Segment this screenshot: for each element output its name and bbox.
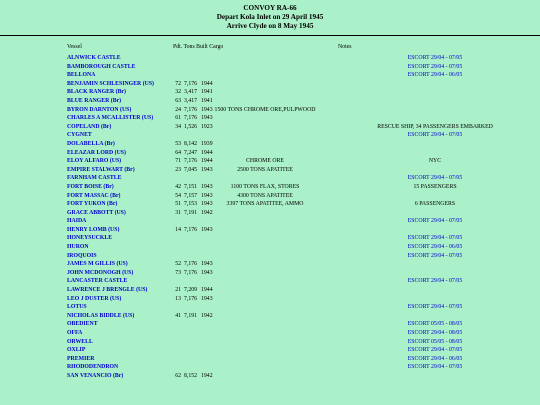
tonnage: 7,209	[184, 287, 198, 294]
pdt-number: 73	[175, 269, 181, 276]
header-divider	[0, 35, 540, 36]
vessel-name[interactable]: JAMES M GILLIS (US)	[67, 261, 128, 268]
tonnage: 7,176	[184, 106, 198, 113]
built-year: 1943	[201, 261, 213, 268]
tonnage: 7,045	[184, 166, 198, 173]
pdt-number: 63	[175, 97, 181, 104]
convoy-title: CONVOY RA-66	[243, 4, 297, 12]
tonnage: 7,153	[184, 201, 198, 208]
notes-text: ESCORT 05/05 - 08/05	[407, 321, 463, 328]
cargo-text: 4300 TONS APATITEE	[237, 192, 293, 199]
vessel-name[interactable]: RHODODENDRON	[67, 364, 119, 371]
vessel-name[interactable]: DOLABELLA (Br)	[67, 140, 115, 147]
vessel-name[interactable]: CHARLES A MCALLISTER (US)	[67, 115, 154, 122]
table-row	[0, 372, 540, 381]
vessel-name[interactable]: LAWRENCE J BRENGLE (US)	[67, 287, 148, 294]
vessel-name[interactable]: OXLIP	[67, 347, 86, 354]
tonnage: 7,191	[184, 209, 198, 216]
table-row	[0, 286, 540, 295]
pdt-number: 13	[175, 295, 181, 302]
vessel-name[interactable]: ELOY ALFARO (US)	[67, 158, 122, 165]
table-row	[0, 114, 540, 123]
built-year: 1939	[201, 140, 213, 147]
pdt-number: 34	[175, 123, 181, 130]
vessel-name[interactable]: GRACE ABBOTT (US)	[67, 209, 126, 216]
notes-text: ESCORT 29/04 - 06/05	[407, 355, 463, 362]
built-year: 1943	[201, 115, 213, 122]
arrive-line: Arrive Clyde on 8 May 1945	[226, 22, 314, 30]
table-row	[0, 346, 540, 355]
pdt-number: 71	[175, 158, 181, 165]
notes-text: ESCORT 29/04 - 07/05	[407, 347, 463, 354]
vessel-name[interactable]: HONEYSUCKLE	[67, 235, 113, 242]
table-row	[0, 320, 540, 329]
column-header-pdt-tons-built-cargo: Pdt. Tons Built Cargo	[173, 44, 224, 50]
vessel-name[interactable]: BLUE RANGER (Br)	[67, 97, 122, 104]
vessel-name[interactable]: COPELAND (Br)	[67, 123, 112, 130]
tonnage: 7,176	[184, 295, 198, 302]
table-row	[0, 338, 540, 347]
tonnage: 7,176	[184, 80, 198, 87]
vessel-name[interactable]: FORT YUKON (Br)	[67, 201, 118, 208]
table-row	[0, 106, 540, 115]
tonnage: 7,176	[184, 269, 198, 276]
notes-text: ESCORT 29/04 - 07/05	[407, 218, 463, 225]
table-row	[0, 329, 540, 338]
cargo-text: 3397 TONS APATITEE, AMMO	[226, 201, 304, 208]
vessel-name[interactable]: BAMBOROUGH CASTLE	[67, 63, 136, 70]
built-year: 1942	[201, 372, 213, 379]
vessel-name[interactable]: ALNWICK CASTLE	[67, 55, 121, 61]
table-row	[0, 54, 540, 63]
depart-line: Depart Kola Inlet on 29 April 1945	[216, 13, 324, 21]
notes-text: ESCORT 29/04 - 06/05	[407, 72, 463, 79]
pdt-number: 41	[175, 312, 181, 319]
table-row	[0, 166, 540, 175]
table-row	[0, 269, 540, 278]
vessel-name[interactable]: BELLONA	[67, 72, 96, 79]
pdt-number: 64	[175, 149, 181, 156]
pdt-number: 72	[175, 80, 181, 87]
vessel-name[interactable]: HENRY LOMB (US)	[67, 226, 120, 233]
built-year: 1944	[201, 287, 213, 294]
pdt-number: 23	[175, 166, 181, 173]
notes-text: ESCORT 05/05 - 08/05	[407, 338, 463, 345]
built-year: 1941	[201, 89, 213, 96]
cargo-text: 1500 TONS CHROME ORE,PULPWOOD	[214, 106, 316, 113]
pdt-number: 62	[175, 372, 181, 379]
vessel-name[interactable]: HAIDA	[67, 218, 87, 225]
built-year: 1942	[201, 312, 213, 319]
built-year: 1943	[201, 201, 213, 208]
notes-text: RESCUE SHIP, 34 PASSENGERS EMBARKED	[377, 123, 493, 130]
built-year: 1923	[201, 123, 213, 130]
notes-text: ESCORT 29/04 - 08/05	[407, 330, 463, 336]
table-row	[0, 260, 540, 269]
pdt-number: 24	[175, 106, 181, 113]
vessel-name[interactable]: LOTUS	[67, 304, 87, 311]
notes-text: ESCORT 29/04 - 07/05	[407, 132, 463, 139]
table-row	[0, 123, 540, 132]
table-row	[0, 252, 540, 261]
table-row	[0, 200, 540, 209]
tonnage: 7,247	[184, 149, 198, 156]
built-year: 1943	[201, 295, 213, 302]
notes-text: ESCORT 29/04 - 06/05	[407, 244, 463, 251]
table-row	[0, 217, 540, 226]
notes-text: ESCORT 29/04 - 07/05	[407, 278, 463, 285]
pdt-number: 31	[175, 209, 181, 216]
tonnage: 3,417	[184, 89, 198, 96]
pdt-number: 54	[175, 192, 181, 199]
table-row	[0, 209, 540, 218]
tonnage: 1,526	[184, 123, 198, 130]
tonnage: 7,157	[184, 192, 198, 199]
vessel-name[interactable]: LEO J DUSTER (US)	[67, 295, 122, 302]
tonnage: 7,176	[184, 226, 198, 233]
table-row	[0, 71, 540, 80]
notes-text: NYC	[428, 158, 442, 165]
notes-text: ESCORT 29/04 - 07/05	[407, 175, 463, 182]
tonnage: 3,417	[184, 97, 198, 104]
tonnage: 7,176	[184, 115, 198, 122]
table-row	[0, 277, 540, 286]
built-year: 1943	[201, 269, 213, 276]
built-year: 1943	[201, 192, 213, 199]
vessel-name[interactable]: OFFA	[67, 330, 83, 336]
table-row	[0, 149, 540, 158]
vessel-name[interactable]: HURON	[67, 244, 89, 251]
column-header-vessel: Vessel	[67, 44, 82, 50]
built-year: 1941	[201, 97, 213, 104]
built-year: 1944	[201, 80, 213, 87]
pdt-number: 32	[175, 89, 181, 96]
vessel-name[interactable]: JOHN MCDONOGH (US)	[67, 269, 134, 276]
notes-text: 15 PASSENGERS	[413, 183, 457, 190]
vessel-name[interactable]: BLACK RANGER (Br)	[67, 89, 126, 96]
notes-text: ESCORT 29/04 - 07/05	[407, 252, 463, 259]
notes-text: ESCORT 29/04 - 07/05	[407, 235, 463, 242]
pdt-number: 53	[175, 140, 181, 147]
built-year: 1944	[201, 158, 213, 165]
vessel-name[interactable]: ORWELL	[67, 338, 93, 345]
table-row	[0, 295, 540, 304]
vessel-name[interactable]: LANCASTER CASTLE	[67, 278, 128, 285]
table-row	[0, 131, 540, 140]
notes-text: ESCORT 29/04 - 07/05	[407, 364, 463, 371]
page-header	[0, 0, 540, 31]
vessel-name[interactable]: FORT MASSAC (Br)	[67, 192, 121, 199]
vessel-name[interactable]: SAN VENANCIO (Br)	[67, 372, 124, 379]
table-row	[0, 226, 540, 235]
table-row	[0, 88, 540, 97]
table-row	[0, 192, 540, 201]
table-row	[0, 80, 540, 89]
vessel-name[interactable]: IROQUOIS	[67, 252, 97, 259]
vessel-name[interactable]: BENJAMIN SCHLESINGER (US)	[67, 80, 154, 87]
tonnage: 7,176	[184, 158, 198, 165]
table-row	[0, 174, 540, 183]
notes-text: ESCORT 29/04 - 07/05	[407, 304, 463, 311]
vessel-name[interactable]: BYRON DARNTON (US)	[67, 106, 132, 113]
table-row	[0, 157, 540, 166]
table-row	[0, 183, 540, 192]
pdt-number: 21	[175, 287, 181, 294]
built-year: 1943	[201, 183, 213, 190]
cargo-text: 2500 TONS APATITEE	[237, 166, 293, 173]
table-row	[0, 363, 540, 372]
notes-text: 6 PASSENGERS	[414, 201, 456, 208]
table-row	[0, 63, 540, 72]
table-row	[0, 355, 540, 364]
vessel-name[interactable]: EMPIRE STALWART (Br)	[67, 166, 135, 173]
pdt-number: 61	[175, 115, 181, 122]
table-row	[0, 312, 540, 321]
pdt-number: 52	[175, 261, 181, 268]
table-row	[0, 243, 540, 252]
table-row	[0, 234, 540, 243]
notes-text: ESCORT 29/04 - 07/05	[407, 63, 463, 70]
notes-text: ESCORT 29/04 - 07/05	[407, 55, 463, 61]
pdt-number: 51	[175, 201, 181, 208]
vessel-name[interactable]: ELEAZAR LORD (US)	[67, 149, 126, 156]
built-year: 1943	[201, 106, 213, 113]
table-row	[0, 97, 540, 106]
table-row	[0, 140, 540, 149]
built-year: 1944	[201, 149, 213, 156]
vessel-name[interactable]: FARNHAM CASTLE	[67, 175, 122, 182]
column-header-notes: Notes	[338, 44, 352, 50]
built-year: 1942	[201, 209, 213, 216]
pdt-number: 14	[175, 226, 181, 233]
table-row	[0, 303, 540, 312]
tonnage: 8,152	[184, 372, 198, 379]
tonnage: 8,142	[184, 140, 198, 147]
vessel-name[interactable]: OBEDIENT	[67, 321, 98, 328]
cargo-text: 1100 TONS FLAX, STORES	[230, 183, 300, 190]
built-year: 1943	[201, 226, 213, 233]
vessel-name[interactable]: NICHOLAS BIDDLE (US)	[67, 312, 135, 319]
vessel-name[interactable]: CYGNET	[67, 132, 92, 139]
built-year: 1943	[201, 166, 213, 173]
cargo-text: CHROME ORE	[246, 158, 284, 165]
tonnage: 7,191	[184, 312, 198, 319]
vessel-list	[0, 54, 540, 381]
vessel-name[interactable]: PREMIER	[67, 355, 95, 362]
tonnage: 7,151	[184, 183, 198, 190]
pdt-number: 42	[175, 183, 181, 190]
vessel-name[interactable]: FORT BOISE (Br)	[67, 183, 114, 190]
tonnage: 7,176	[184, 261, 198, 268]
